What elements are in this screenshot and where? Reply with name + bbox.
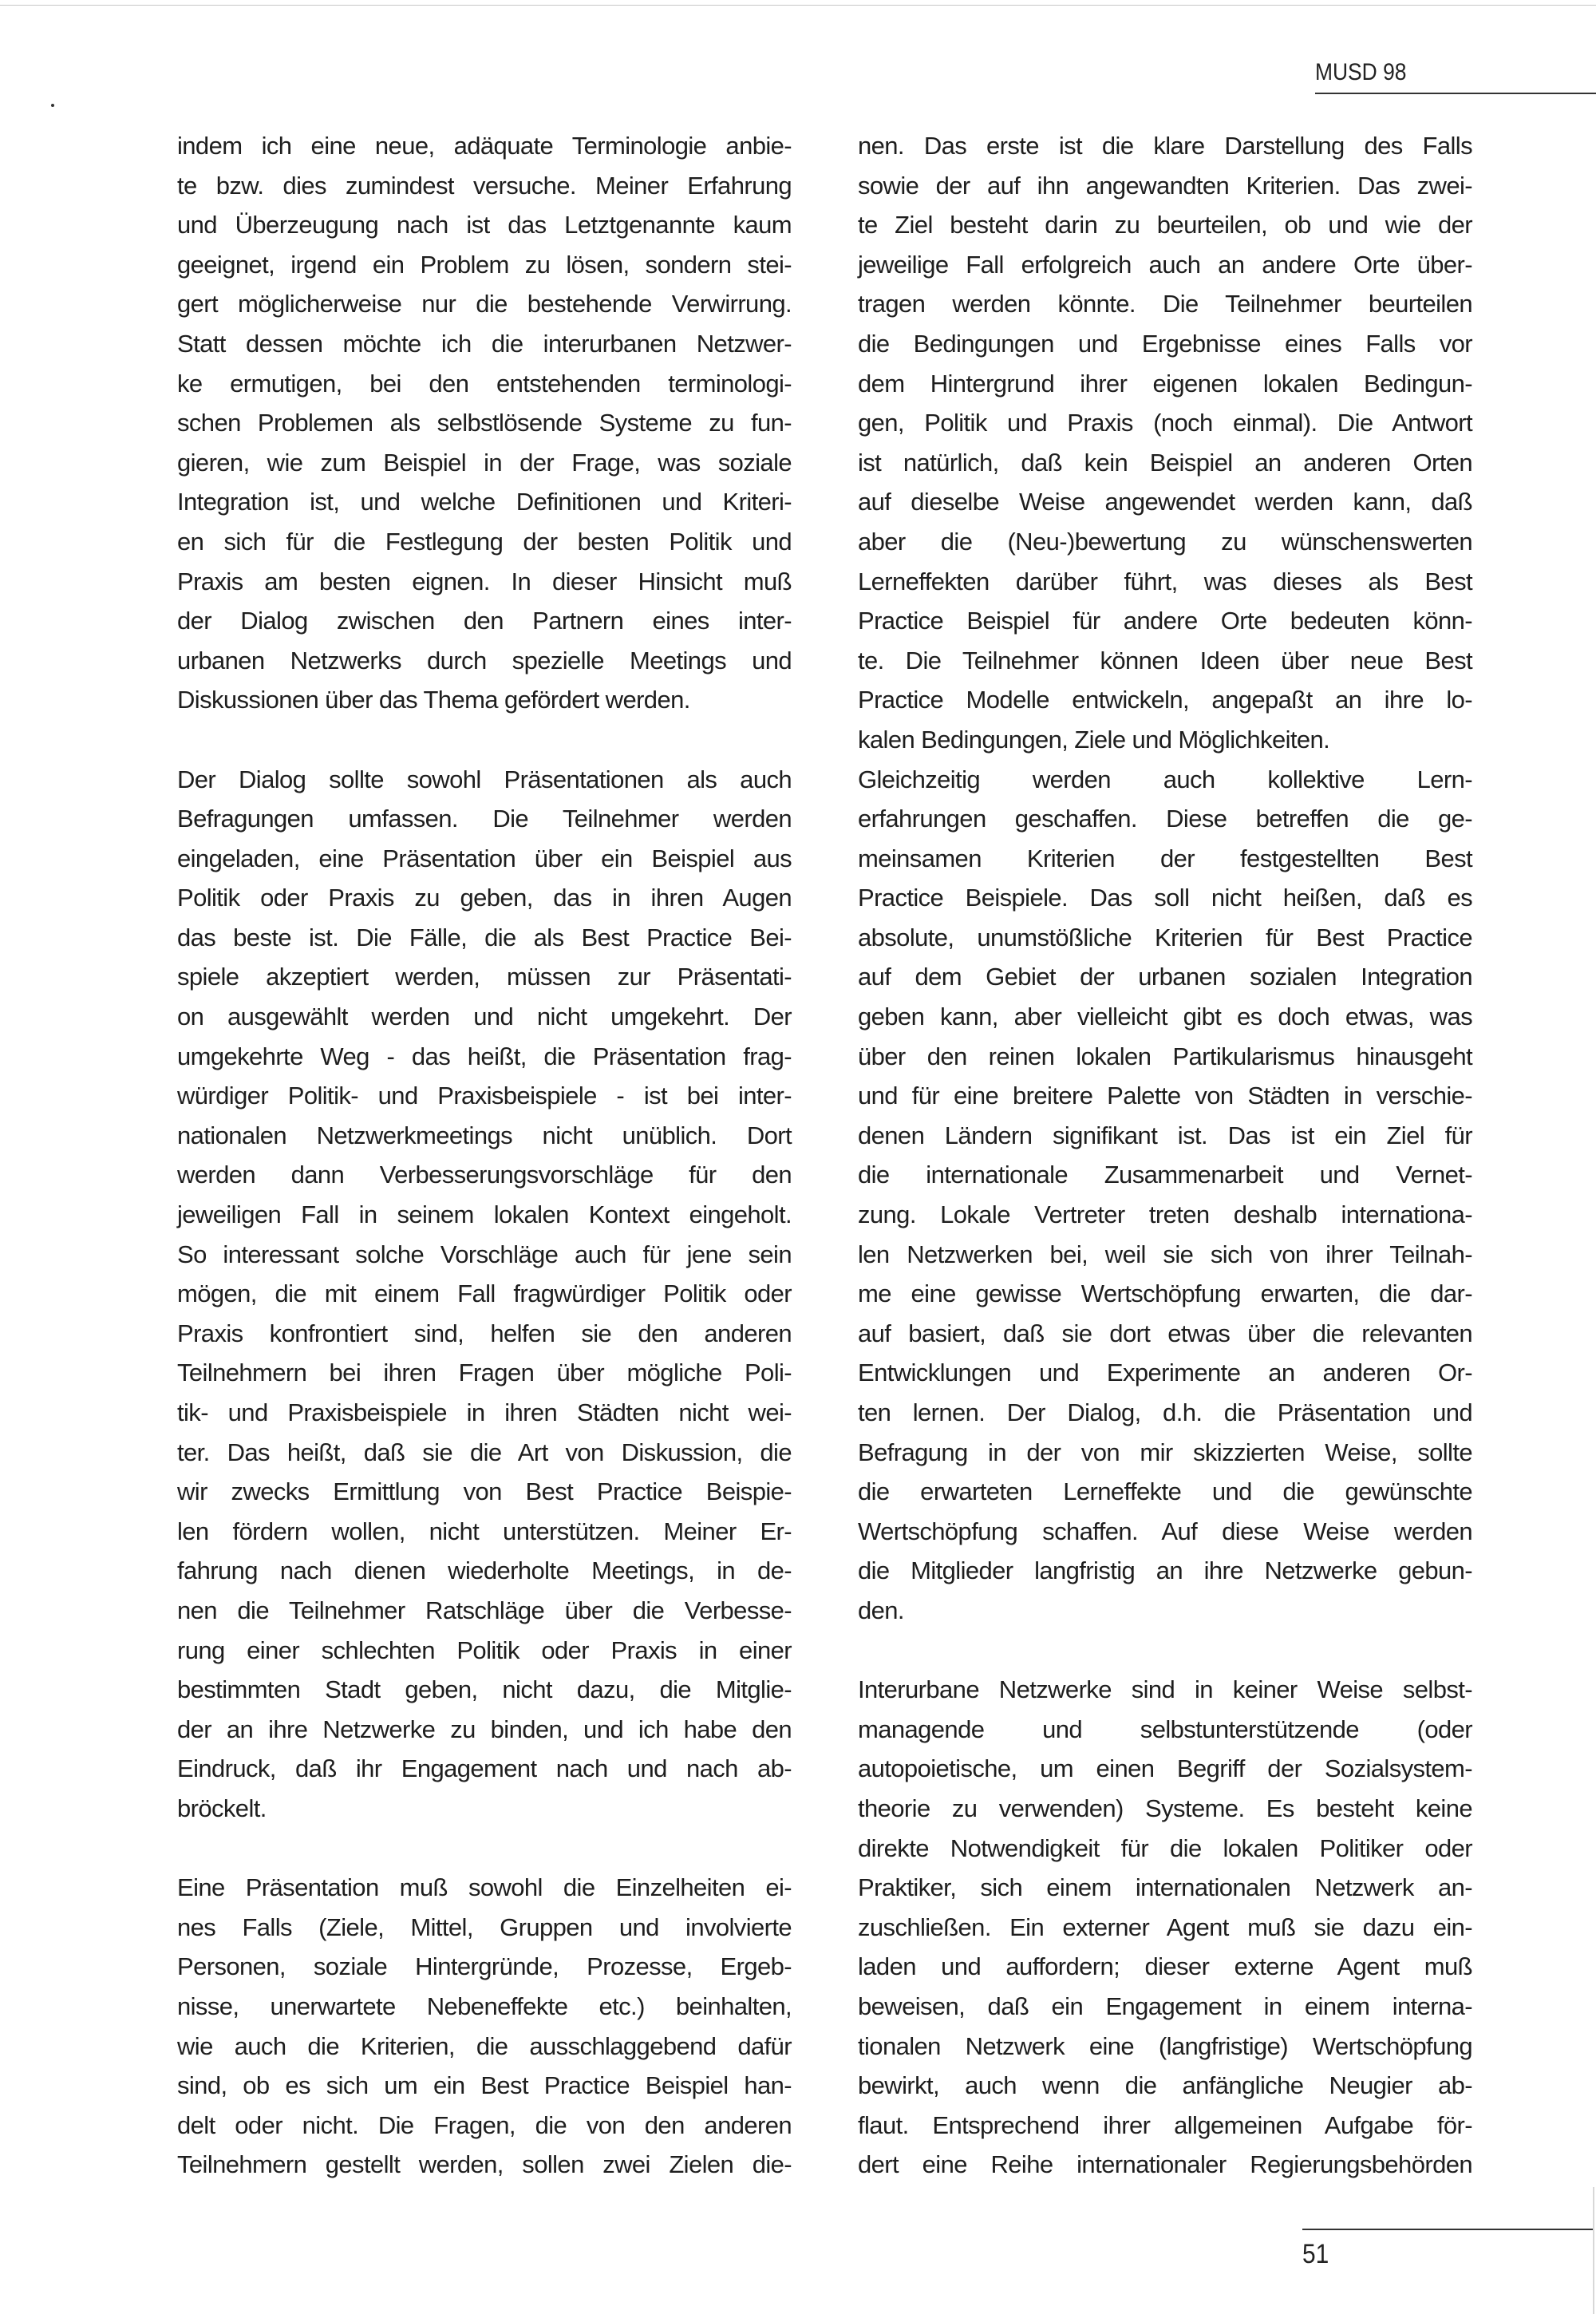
- text-line: eingeladen, eine Präsentation über ein Beispiel aus: [177, 844, 792, 872]
- text-line: und für eine breitere Palette von Städten in verschie-: [858, 1082, 1472, 1110]
- text-line: erfahrungen geschaffen. Diese betreffen die ge-: [858, 805, 1472, 833]
- text-line: Teilnehmern bei ihren Fragen über mögliche Poli-: [177, 1359, 792, 1387]
- text-line: Personen, soziale Hintergründe, Prozesse, Ergeb-: [177, 1952, 792, 1981]
- text-line: gen, Politik und Praxis (noch einmal). Die Antwort: [858, 409, 1472, 437]
- header-rule: [1315, 93, 1596, 94]
- text-line: direkte Notwendigkeit für die lokalen Politiker oder: [858, 1833, 1472, 1862]
- text-line: me eine gewisse Wertschöpfung erwarten, die dar-: [858, 1280, 1472, 1308]
- right-column: [858, 126, 1472, 2185]
- text-line: en sich für die Festlegung der besten Politik und: [177, 527, 792, 556]
- text-line: Interurbane Netzwerke sind in keiner Weise selbst-: [858, 1675, 1472, 1704]
- text-line: Statt dessen möchte ich die interurbanen Netzwer-: [177, 329, 792, 358]
- text-line: tragen werden könnte. Die Teilnehmer beurteilen: [858, 290, 1472, 318]
- text-line: über den reinen lokalen Partikularismus hinausgeht: [858, 1042, 1472, 1070]
- text-line: Integration ist, und welche Definitionen und Kriteri-: [177, 488, 792, 516]
- text-line: die internationale Zusammenarbeit und Vernet-: [858, 1161, 1472, 1189]
- text-line: ter. Das heißt, daß sie die Art von Diskussion, die: [177, 1438, 792, 1466]
- paragraph-gap: [858, 1631, 1472, 1671]
- text-line: Praktiker, sich einem internationalen Netzwerk an-: [858, 1873, 1472, 1902]
- text-line: auf dieselbe Weise angewendet werden kann, daß: [858, 488, 1472, 516]
- text-line: Teilnehmern gestellt werden, sollen zwei Zielen die-: [177, 2150, 792, 2179]
- text-line: Practice Modelle entwickeln, angepaßt an ihre lo-: [858, 686, 1472, 714]
- text-line: dem Hintergrund ihrer eigenen lokalen Bedingun-: [858, 369, 1472, 398]
- text-line: Wertschöpfung schaffen. Auf diese Weise werden: [858, 1517, 1472, 1545]
- text-line: indem ich eine neue, adäquate Terminologie anbie-: [177, 132, 792, 160]
- paragraph-gap: [177, 1829, 792, 1869]
- text-line: mögen, die mit einem Fall fragwürdiger Politik oder: [177, 1280, 792, 1308]
- text-line: gieren, wie zum Beispiel in der Frage, was soziale: [177, 448, 792, 477]
- text-line: theorie zu verwenden) Systeme. Es besteht keine: [858, 1794, 1472, 1822]
- text-line: wie auch die Kriterien, die ausschlaggebend dafür: [177, 2031, 792, 2060]
- text-line: auf dem Gebiet der urbanen sozialen Integration: [858, 963, 1472, 991]
- text-line: len fördern wollen, nicht unterstützen. Meiner Er-: [177, 1517, 792, 1545]
- text-line: tik- und Praxisbeispiele in ihren Städten nicht wei-: [177, 1398, 792, 1426]
- text-line: nisse, unerwartete Nebeneffekte etc.) beinhalten,: [177, 1992, 792, 2020]
- journal-title: MUSD 98: [1315, 59, 1407, 85]
- text-line: Befragung in der von mir skizzierten Weise, sollte: [858, 1438, 1472, 1466]
- text-line: So interessant solche Vorschläge auch für jene sein: [177, 1240, 792, 1268]
- text-line: aber die (Neu-)bewertung zu wünschenswerten: [858, 527, 1472, 556]
- text-line: bestimmten Stadt geben, nicht dazu, die Mitglie-: [177, 1675, 792, 1704]
- text-line: fahrung nach dienen wiederholte Meetings, in de-: [177, 1557, 792, 1585]
- text-line: nationalen Netzwerkmeetings nicht unüblich. Dort: [177, 1121, 792, 1149]
- text-line: Der Dialog sollte sowohl Präsentationen als auch: [177, 765, 792, 793]
- text-line: der Dialog zwischen den Partnern eines inter-: [177, 607, 792, 635]
- text-line: rung einer schlechten Politik oder Praxis in einer: [177, 1636, 792, 1664]
- text-line: te Ziel besteht darin zu beurteilen, ob und wie der: [858, 211, 1472, 239]
- text-line: das beste ist. Die Fälle, die als Best Practice Bei-: [177, 923, 792, 951]
- text-line: nen. Das erste ist die klare Darstellung des Falls: [858, 132, 1472, 160]
- text-line: Befragungen umfassen. Die Teilnehmer werden: [177, 805, 792, 833]
- text-line: auf basiert, daß sie dort etwas über die relevanten: [858, 1319, 1472, 1347]
- text-line: bröckelt.: [177, 1794, 267, 1822]
- text-line: managende und selbstunterstützende (oder: [858, 1715, 1472, 1743]
- text-line: den.: [858, 1596, 904, 1624]
- text-line: laden und auffordern; dieser externe Agent muß: [858, 1952, 1472, 1981]
- text-line: delt oder nicht. Die Fragen, die von den anderen: [177, 2110, 792, 2139]
- text-line: spiele akzeptiert werden, müssen zur Präsentati-: [177, 963, 792, 991]
- text-line: die erwarteten Lerneffekte und die gewünschte: [858, 1477, 1472, 1506]
- text-line: zung. Lokale Vertreter treten deshalb internationa-: [858, 1201, 1472, 1229]
- text-line: Eine Präsentation muß sowohl die Einzelheiten ei-: [177, 1873, 792, 1902]
- text-line: geeignet, irgend ein Problem zu lösen, sondern stei-: [177, 250, 792, 279]
- text-line: nes Falls (Ziele, Mittel, Gruppen und involvierte: [177, 1913, 792, 1941]
- text-line: te bzw. dies zumindest versuche. Meiner Erfahrung: [177, 171, 792, 200]
- text-line: der an ihre Netzwerke zu binden, und ich habe den: [177, 1715, 792, 1743]
- text-line: ist natürlich, daß kein Beispiel an anderen Orten: [858, 448, 1472, 477]
- text-line: flaut. Entsprechend ihrer allgemeinen Aufgabe för-: [858, 2110, 1472, 2139]
- text-line: Diskussionen über das Thema gefördert werden.: [177, 686, 690, 714]
- text-line: gert möglicherweise nur die bestehende Verwirrung.: [177, 290, 792, 318]
- text-line: zuschließen. Ein externer Agent muß sie dazu ein-: [858, 1913, 1472, 1941]
- page-number: 51: [1302, 2239, 1329, 2269]
- text-line: Politik oder Praxis zu geben, das in ihren Augen: [177, 884, 792, 912]
- text-line: urbanen Netzwerks durch spezielle Meetings und: [177, 646, 792, 674]
- text-line: len Netzwerken bei, weil sie sich von ihrer Teilnah-: [858, 1240, 1472, 1268]
- paragraph-gap: [177, 720, 792, 760]
- text-line: meinsamen Kriterien der festgestellten Best: [858, 844, 1472, 872]
- text-line: Practice Beispiel für andere Orte bedeuten könn-: [858, 607, 1472, 635]
- text-line: on ausgewählt werden und nicht umgekehrt. Der: [177, 1003, 792, 1031]
- text-line: te. Die Teilnehmer können Ideen über neue Best: [858, 646, 1472, 674]
- text-line: Praxis am besten eignen. In dieser Hinsicht muß: [177, 567, 792, 595]
- scan-edge-right: [1593, 2187, 1594, 2314]
- text-line: und Überzeugung nach ist das Letztgenannte kaum: [177, 211, 792, 239]
- text-line: werden dann Verbesserungsvorschläge für den: [177, 1161, 792, 1189]
- text-line: dert eine Reihe internationaler Regierungsbehörden: [858, 2150, 1472, 2179]
- text-line: autopoietische, um einen Begriff der Sozialsystem-: [858, 1754, 1472, 1783]
- text-line: umgekehrte Weg - das heißt, die Präsentation frag-: [177, 1042, 792, 1070]
- text-line: schen Problemen als selbstlösende Systeme zu fun-: [177, 409, 792, 437]
- text-line: beweisen, daß ein Engagement in einem interna-: [858, 1992, 1472, 2020]
- text-line: jeweilige Fall erfolgreich auch an andere Orte über-: [858, 250, 1472, 279]
- text-line: ten lernen. Der Dialog, d.h. die Präsentation und: [858, 1398, 1472, 1426]
- text-line: absolute, unumstößliche Kriterien für Best Practice: [858, 923, 1472, 951]
- text-line: Practice Beispiele. Das soll nicht heißen, daß es: [858, 884, 1472, 912]
- footer-rule: [1302, 2229, 1593, 2230]
- text-line: geben kann, aber vielleicht gibt es doch etwas, was: [858, 1003, 1472, 1031]
- text-line: jeweiligen Fall in seinem lokalen Kontext eingeholt.: [177, 1201, 792, 1229]
- text-line: würdiger Politik- und Praxisbeispiele - ist bei inter-: [177, 1082, 792, 1110]
- text-line: Gleichzeitig werden auch kollektive Lern-: [858, 765, 1472, 793]
- text-line: Eindruck, daß ihr Engagement nach und nach ab-: [177, 1754, 792, 1783]
- scan-speck: [51, 104, 54, 107]
- text-line: Entwicklungen und Experimente an anderen Or-: [858, 1359, 1472, 1387]
- text-line: Praxis konfrontiert sind, helfen sie den anderen: [177, 1319, 792, 1347]
- text-line: die Bedingungen und Ergebnisse eines Falls vor: [858, 329, 1472, 358]
- running-header: [1315, 59, 1596, 86]
- text-line: die Mitglieder langfristig an ihre Netzwerke gebun-: [858, 1557, 1472, 1585]
- text-line: wir zwecks Ermittlung von Best Practice Beispie-: [177, 1477, 792, 1506]
- text-line: sowie der auf ihn angewandten Kriterien. Das zwei-: [858, 171, 1472, 200]
- text-line: Lerneffekten darüber führt, was dieses als Best: [858, 567, 1472, 595]
- text-line: denen Ländern signifikant ist. Das ist ein Ziel für: [858, 1121, 1472, 1149]
- text-line: ke ermutigen, bei den entstehenden terminologi-: [177, 369, 792, 398]
- text-line: nen die Teilnehmer Ratschläge über die Verbesse-: [177, 1596, 792, 1624]
- text-line: tionalen Netzwerk eine (langfristige) Wertschöpfung: [858, 2031, 1472, 2060]
- scan-edge-line: [0, 5, 1596, 6]
- left-column: [177, 126, 792, 2185]
- text-line: kalen Bedingungen, Ziele und Möglichkeiten.: [858, 725, 1330, 754]
- text-line: sind, ob es sich um ein Best Practice Beispiel han-: [177, 2071, 792, 2100]
- text-line: bewirkt, auch wenn die anfängliche Neugier ab-: [858, 2071, 1472, 2100]
